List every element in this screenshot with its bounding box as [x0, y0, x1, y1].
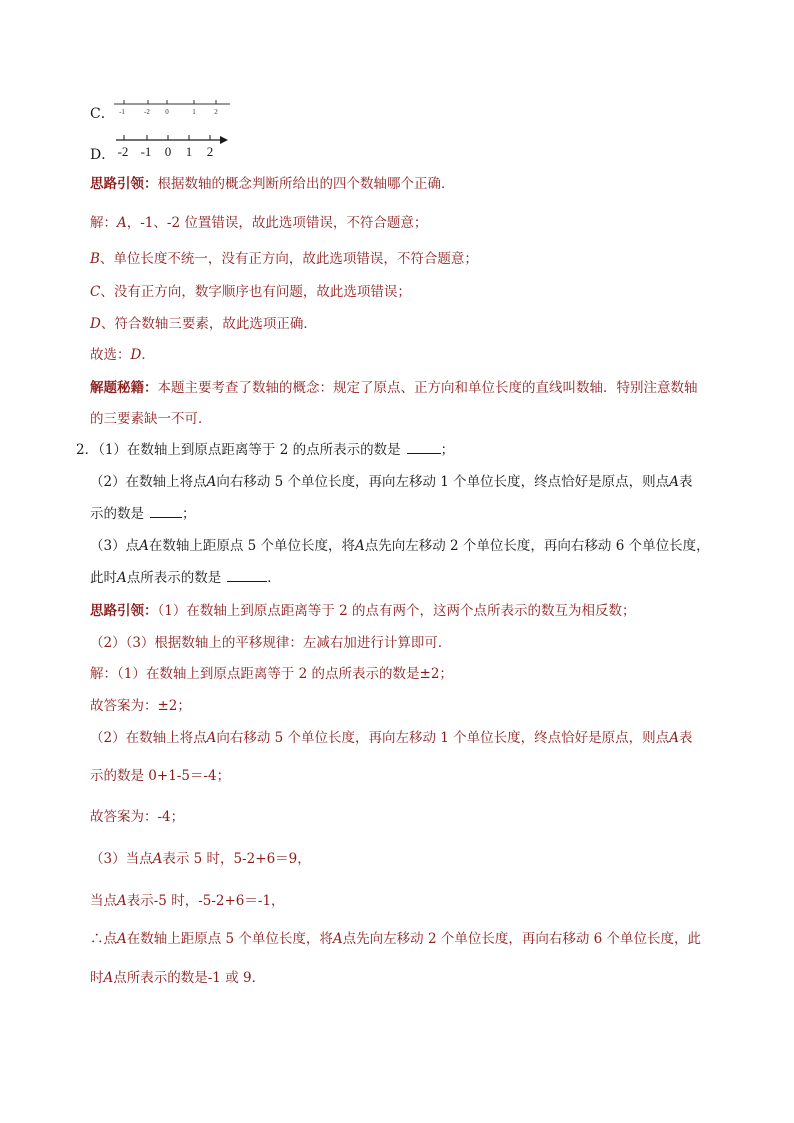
solution-text: 向右移动 5 个单位长度，再向左移动 1 个单位长度，终点恰好是原点，则点 — [216, 730, 670, 746]
hint-text: （2）（3）根据数轴上的平移规律：左减右加进行计算即可． — [90, 635, 452, 651]
answer-prefix: 故选： — [90, 347, 131, 363]
point-letter: A — [206, 730, 217, 746]
option-letter: A — [117, 215, 127, 231]
point-letter: A — [669, 730, 679, 746]
q1-solution-b — [90, 250, 478, 268]
solution-text: 解：（1）在数轴上到原点距离等于 2 的点所表示的数是±2； — [90, 666, 453, 682]
point-letter: A — [117, 931, 127, 947]
question-text: 向右移动 5 个单位长度，再向左移动 1 个单位长度，终点恰好是原点，则点 — [216, 474, 670, 490]
tick-label: 2 — [214, 108, 218, 116]
secret-label: 解题秘籍： — [90, 380, 158, 396]
secret-text: 的三要素缺一不可． — [90, 411, 212, 427]
answer-blank — [407, 441, 441, 454]
solution-text: （2）在数轴上将点 — [90, 730, 207, 746]
q2-answer-2 — [90, 808, 184, 826]
question-text: （1）在数轴上到原点距离等于 2 的点所表示的数是 — [98, 442, 401, 458]
option-c-label: C． — [90, 106, 115, 122]
hint-label: 思路引领： — [90, 603, 158, 619]
option-d-label: D． — [90, 147, 116, 163]
question-text: 在数轴上距原点 5 个单位长度，将 — [148, 538, 356, 554]
solution-text: 时 — [90, 970, 104, 986]
option-letter: B — [90, 251, 100, 267]
tick-label: 0 — [165, 108, 169, 116]
tick-label: 2 — [206, 144, 214, 159]
answer-blank — [150, 505, 182, 518]
q2-solution-3-line-4 — [90, 969, 265, 987]
hint-text: （1）在数轴上到原点距离等于 2 的点有两个，这两个点所表示的数互为相反数； — [157, 603, 636, 619]
q2-solution-2-line-1 — [90, 729, 692, 747]
answer-blank — [227, 569, 267, 582]
q1-answer — [90, 346, 155, 364]
q2-part-2-line-1 — [90, 473, 692, 491]
solution-text: 表示-5 时，-5-2+6＝-1， — [126, 893, 285, 909]
solution-text: （3）当点 — [90, 851, 153, 867]
solution-text: 、符合数轴三要素，故此选项正确． — [100, 316, 317, 332]
q2-part-1 — [76, 441, 454, 459]
question-text: 示的数是 — [90, 506, 144, 522]
question-number: 2． — [76, 442, 99, 458]
hint-label: 思路引领： — [90, 176, 158, 192]
axis-arrow-icon — [220, 136, 228, 144]
option-letter: D — [90, 316, 101, 332]
hint-text: 根据数轴的概念判断所给出的四个数轴哪个正确． — [157, 176, 455, 192]
secret-text: 本题主要考查了数轴的概念：规定了原点、正方向和单位长度的直线叫数轴．特别注意数轴 — [157, 380, 698, 396]
solution-text: 点所表示的数是-1 或 9． — [113, 970, 266, 986]
point-letter: A — [669, 474, 679, 490]
question-text: 点所表示的数是 — [126, 570, 222, 586]
tick-label: -1 — [119, 108, 125, 116]
solution-text: 点先向左移动 2 个单位长度，再向右移动 6 个单位长度，此 — [342, 931, 702, 947]
q2-part-3-line-1 — [90, 537, 710, 555]
tick-label: 1 — [185, 144, 193, 159]
solution-text: 表示 5 时，5-2+6＝9， — [162, 851, 311, 867]
q2-part-3-line-2 — [90, 569, 281, 587]
q2-solution-1 — [90, 665, 453, 683]
point-letter: A — [332, 931, 343, 947]
q1-solution-a — [90, 214, 427, 232]
point-letter: A — [139, 538, 149, 554]
answer-suffix: ． — [141, 347, 155, 363]
q1-hint — [90, 175, 455, 193]
point-letter: A — [117, 893, 127, 909]
point-letter: A — [152, 851, 163, 867]
q2-hint-line-1 — [90, 602, 636, 620]
option-d-number-line — [112, 132, 234, 160]
q1-solution-c — [90, 283, 411, 301]
point-letter: A — [103, 970, 114, 986]
point-letter: A — [117, 570, 127, 586]
tick-label: 0 — [164, 144, 172, 159]
point-letter: A — [206, 474, 217, 490]
tick-label: -2 — [117, 144, 129, 159]
solution-text: 、单位长度不统一，没有正方向，故此选项错误，不符合题意； — [99, 251, 478, 267]
option-c-number-line — [112, 96, 237, 118]
question-text: ； — [182, 506, 196, 522]
solution-text: ∴点 — [90, 931, 117, 947]
question-text: 表 — [678, 474, 693, 490]
question-text: 点先向左移动 2 个单位长度，再向右移动 6 个单位长度， — [364, 538, 710, 554]
q1-solution-d — [90, 315, 317, 333]
question-text: （2）在数轴上将点 — [90, 474, 207, 490]
solution-text: ，-1、-2 位置错误，故此选项错误，不符合题意； — [126, 215, 428, 231]
q2-part-2-line-2 — [90, 505, 196, 523]
q1-secret-line-1 — [90, 379, 698, 397]
q2-solution-2-line-2 — [90, 767, 230, 785]
answer-text: 故答案为：-4； — [90, 809, 185, 825]
answer-text: 故答案为：±2； — [90, 698, 191, 714]
tick-label: 1 — [192, 108, 196, 116]
solution-text: 表 — [678, 730, 693, 746]
tick-label: -2 — [144, 108, 150, 116]
solution-text: 在数轴上距原点 5 个单位长度，将 — [126, 931, 333, 947]
q2-solution-3-line-2 — [90, 892, 285, 910]
solution-prefix: 解： — [90, 215, 117, 231]
q2-solution-3-line-3 — [90, 930, 701, 948]
solution-text: 、没有正方向，数字顺序也有问题，故此选项错误； — [100, 284, 411, 300]
tick-label: -1 — [140, 144, 152, 159]
q2-answer-1 — [90, 697, 191, 715]
q1-secret-line-2 — [90, 410, 212, 428]
solution-text: 示的数是 0+1-5＝-4； — [90, 768, 231, 784]
solution-text: 当点 — [90, 893, 117, 909]
question-text: 此时 — [90, 570, 117, 586]
option-letter: C — [90, 284, 101, 300]
answer-letter: D — [130, 347, 142, 363]
point-letter: A — [355, 538, 365, 554]
question-text: ． — [267, 570, 281, 586]
q2-solution-3-line-1 — [90, 850, 311, 868]
q2-hint-line-2 — [90, 634, 451, 652]
question-text: （3）点 — [90, 538, 140, 554]
question-text: ； — [440, 442, 455, 458]
